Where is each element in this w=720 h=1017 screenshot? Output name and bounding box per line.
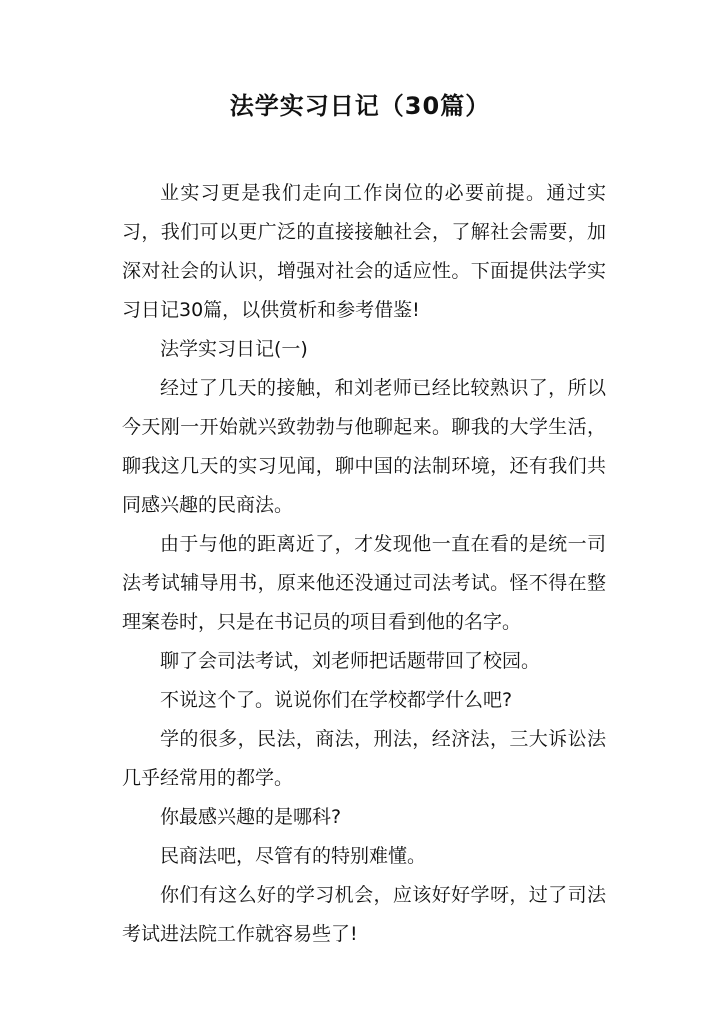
paragraph: 由于与他的距离近了，才发现他一直在看的是统一司法考试辅导用书，原来他还没通过司法考试。怪不得在整理案卷时，只是在书记员的项目看到他的名字。 bbox=[122, 533, 606, 633]
document-body bbox=[122, 174, 606, 954]
paragraph-intro: 业实习更是我们走向工作岗位的必要前提。通过实习，我们可以更广泛的直接接触社会，了解社会需要，加深对社会的认识，增强对社会的适应性。下面提供法学实习日记30篇，以供赏析和参考借鉴! bbox=[122, 182, 606, 321]
section-heading: 法学实习日记(一) bbox=[160, 338, 308, 360]
paragraph: 你最感兴趣的是哪科? bbox=[160, 806, 342, 828]
paragraph: 经过了几天的接触，和刘老师已经比较熟识了，所以今天刚一开始就兴致勃勃与他聊起来。聊我的大学生活，聊我这几天的实习见闻，聊中国的法制环境，还有我们共同感兴趣的民商法。 bbox=[122, 377, 606, 516]
paragraph: 不说这个了。说说你们在学校都学什么吧? bbox=[160, 689, 513, 711]
document-title: 法学实习日记（30篇） bbox=[229, 92, 491, 120]
paragraph: 民商法吧，尽管有的特别难懂。 bbox=[160, 845, 427, 867]
paragraph: 你们有这么好的学习机会，应该好好学呀，过了司法考试进法院工作就容易些了! bbox=[122, 884, 606, 945]
paragraph: 聊了会司法考试，刘老师把话题带回了校园。 bbox=[160, 650, 541, 672]
paragraph: 学的很多，民法，商法，刑法，经济法，三大诉讼法几乎经常用的都学。 bbox=[122, 728, 606, 789]
